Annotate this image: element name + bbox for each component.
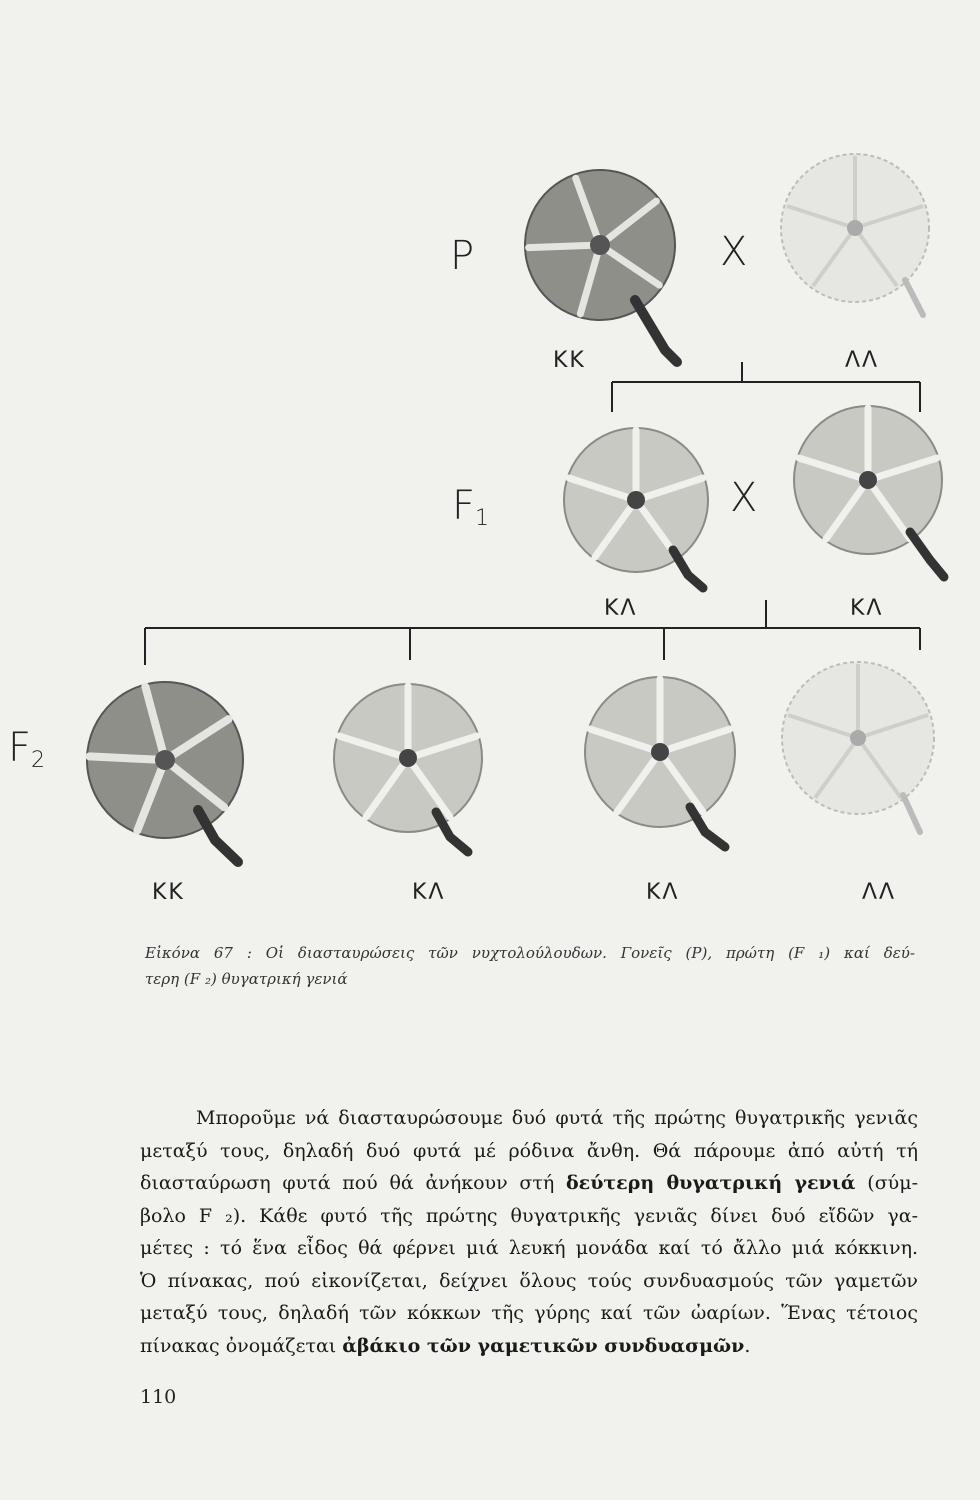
generation-label-f2: $F_2$ (8, 725, 46, 773)
text-line: μεταξύ τους, δηλαδή τῶν κόκκων τῆς γύρης καί τῶν ὠαρίων. Ἕνας τέτοιος (140, 1302, 918, 1324)
caption-line: Εἰκόνα 67 : Οἱ διασταυρώσεις τῶν νυχτολούλουδων. Γονεῖς (Ρ), πρώτη (F ₁) καί δεύ- (145, 944, 915, 962)
genotype-f1-right: ΚΛ (850, 596, 884, 621)
text-line: πίνακας ὀνομάζεται ἀβάκιο τῶν γαμετικῶν συνδυασμῶν. (140, 1334, 751, 1357)
body-paragraph (140, 1102, 918, 1362)
morning-glory-red-icon (70, 670, 260, 870)
genotype-f2-1: KK (152, 880, 185, 905)
page-number: 110 (140, 1386, 177, 1408)
text-line: Μποροῦμε νά διασταυρώσουμε δυό φυτά τῆς πρώτης θυγατρικῆς γενιᾶς (196, 1107, 918, 1129)
genotype-f2-2: ΚΛ (412, 880, 446, 905)
morning-glory-pink-icon (780, 392, 955, 592)
morning-glory-white-icon (768, 650, 948, 850)
bold-term-f2: δεύτερη θυγατρική γενιά (565, 1172, 856, 1194)
genotype-f2-4: ΛΛ (862, 880, 897, 905)
generation-label-p: P (450, 233, 475, 279)
morning-glory-white-icon (765, 140, 945, 340)
text-line: μέτες : τό ἕνα εἶδος θά φέρνει μιά λευκή μονάδα καί τό ἄλλο μιά κόκκινη. (140, 1237, 918, 1259)
generation-label-f1: $F_1$ (452, 483, 490, 531)
genotype-f1-left: ΚΛ (604, 596, 638, 621)
text-line: βολο F ₂). Κάθε φυτό τῆς πρώτης θυγατρικῆς γενιᾶς δίνει δυό εἴδῶν γα- (140, 1204, 918, 1227)
morning-glory-pink-icon (318, 672, 498, 862)
bold-term-gamete-table: ἀβάκιο τῶν γαμετικῶν συνδυασμῶν (342, 1334, 745, 1357)
text-line: μεταξύ τους, δηλαδή δυό φυτά μέ ρόδινα ἄνθη. Θά πάρουμε ἀπό αὐτή τή (140, 1139, 918, 1162)
cross-symbol-p: X (720, 229, 748, 275)
figure-caption (145, 940, 915, 992)
genotype-parent-right: ΛΛ (845, 348, 880, 373)
cross-symbol-f1: X (730, 475, 758, 521)
morning-glory-pink-icon (548, 410, 728, 600)
morning-glory-red-icon (515, 150, 685, 375)
genotype-parent-left: KK (553, 348, 586, 373)
genotype-f2-3: ΚΛ (646, 880, 680, 905)
text-line: Ὁ πίνακας, πού εἰκονίζεται, δείχνει ὅλους τούς συνδυασμούς τῶν γαμετῶν (140, 1269, 918, 1292)
caption-line: τερη (F ₂) θυγατρική γενιά (145, 970, 348, 988)
morning-glory-pink-icon (570, 662, 750, 862)
text-line: διασταύρωση φυτά πού θά ἀνήκουν στή δεύτερη θυγατρική γενιά (σύμ- (140, 1172, 918, 1194)
